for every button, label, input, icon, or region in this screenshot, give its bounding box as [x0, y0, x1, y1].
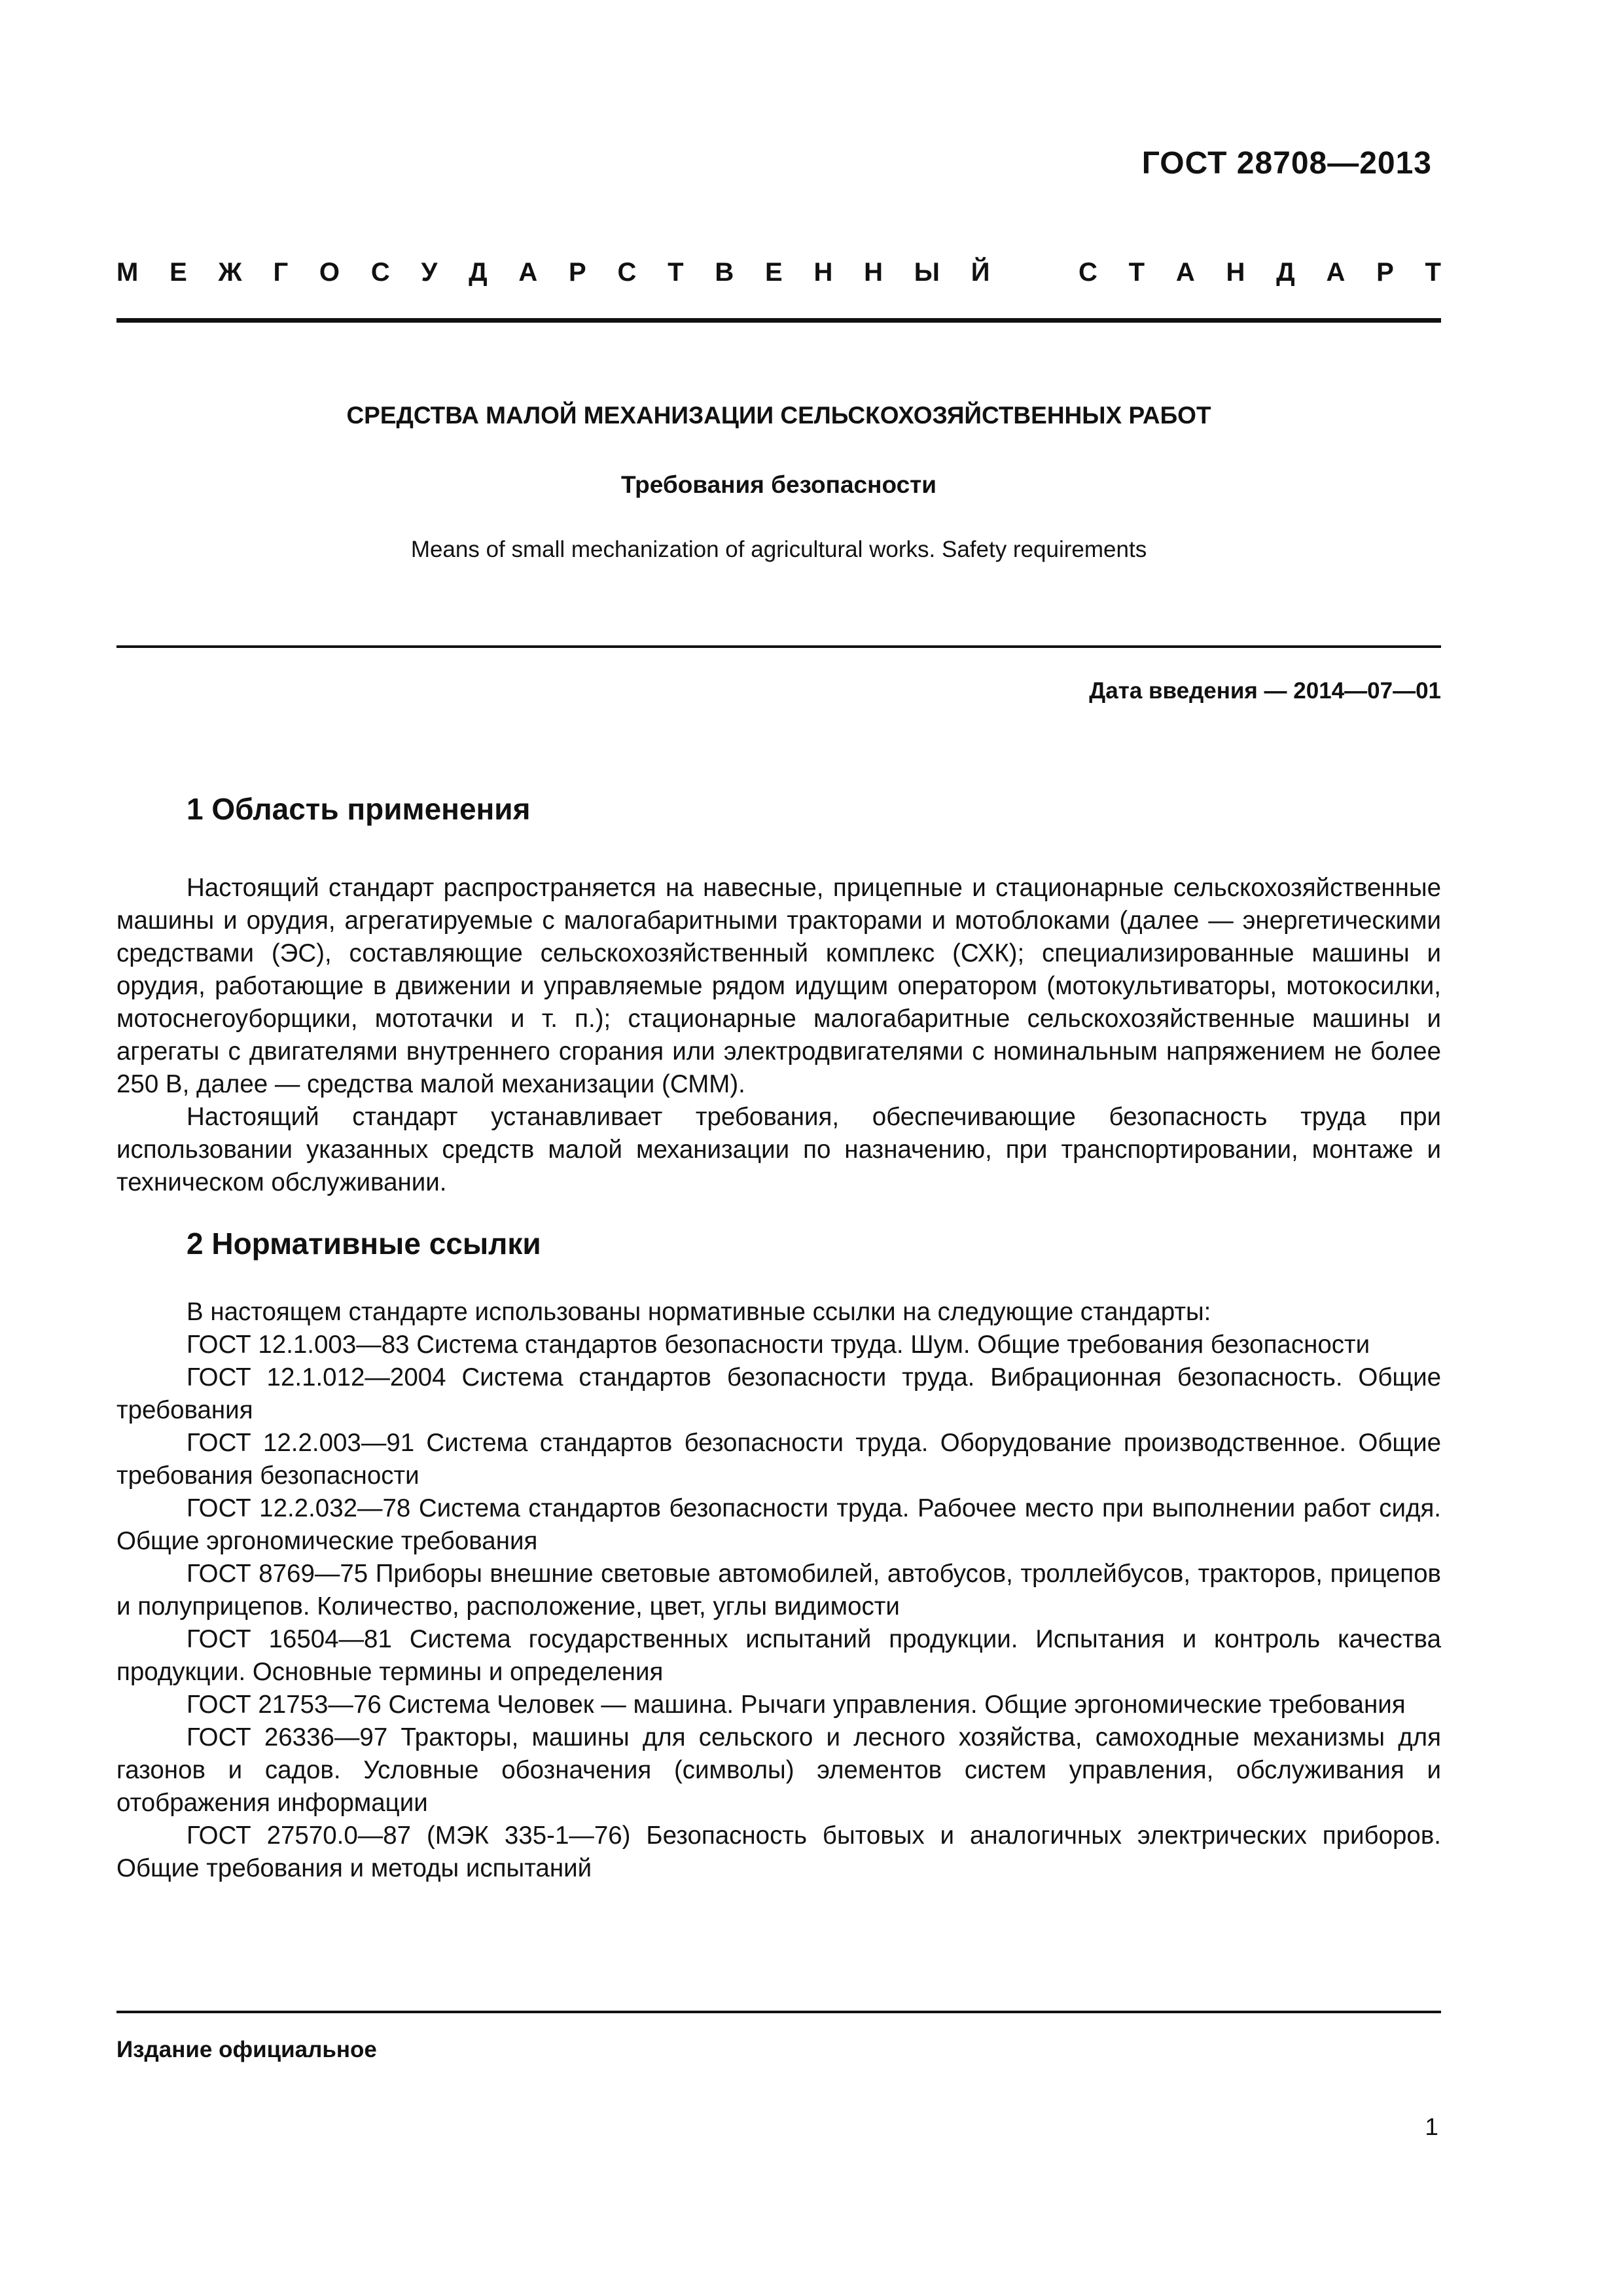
- reference-item: ГОСТ 27570.0—87 (МЭК 335-1—76) Безопасность бытовых и аналогичных электрических приборов. Общие требования и методы испытаний: [116, 1821, 1441, 1882]
- banner-letter: Р: [1376, 258, 1394, 287]
- footer-rule: [116, 2011, 1441, 2013]
- banner-letter: Ж: [218, 258, 242, 287]
- reference-item: ГОСТ 12.2.032—78 Система стандартов безопасности труда. Рабочее место при выполнении работ сидя. Общие эргономические требования: [116, 1494, 1441, 1555]
- banner-letter: Д: [469, 258, 488, 287]
- standard-type-banner: [116, 257, 1441, 288]
- title-rule: [116, 645, 1441, 648]
- english-title: Means of small mechanization of agricultural works. Safety requirements: [410, 537, 1147, 562]
- reference-item: ГОСТ 16504—81 Система государственных испытаний продукции. Испытания и контроль качества продукции. Основные термины и определения: [116, 1625, 1441, 1686]
- banner-letter: Е: [169, 258, 187, 287]
- header-rule: [116, 318, 1441, 323]
- banner-letter: С: [370, 258, 390, 287]
- banner-letter: У: [421, 258, 438, 287]
- reference-item: ГОСТ 21753—76 Система Человек — машина. Рычаги управления. Общие эргономические требования: [187, 1691, 1406, 1719]
- references-intro: В настоящем стандарте использованы нормативные ссылки на следующие стандарты:: [187, 1298, 1211, 1326]
- banner-letter: Р: [569, 258, 586, 287]
- banner-letter: А: [1175, 258, 1195, 287]
- document-body: [116, 789, 1441, 1885]
- banner-letter: А: [518, 258, 538, 287]
- introduction-date: Дата введения — 2014—07—01: [1089, 678, 1441, 704]
- document-title: СРЕДСТВА МАЛОЙ МЕХАНИЗАЦИИ СЕЛЬСКОХОЗЯЙСТВЕННЫХ РАБОТ: [346, 402, 1211, 429]
- banner-letter: А: [1326, 258, 1346, 287]
- reference-item: ГОСТ 8769—75 Приборы внешние световые автомобилей, автобусов, троллейбусов, тракторов, прицепов и полуприцепов. Количество, расположение, цвет, углы видимости: [116, 1560, 1441, 1621]
- document-subtitle: Требования безопасности: [620, 471, 937, 498]
- banner-word-gap: [1021, 257, 1047, 288]
- banner-letter: Т: [1128, 258, 1145, 287]
- reference-item: ГОСТ 12.1.003—83 Система стандартов безопасности труда. Шум. Общие требования безопасности: [187, 1331, 1370, 1359]
- scope-paragraph: Настоящий стандарт устанавливает требования, обеспечивающие безопасность труда при использовании указанных средств малой механизации по назначению, при транспортировании, монтаже и техническом обслуживании.: [116, 1103, 1441, 1196]
- banner-letter: Н: [813, 258, 833, 287]
- banner-letter: В: [715, 258, 734, 287]
- scope-paragraph: Настоящий стандарт распространяется на навесные, прицепные и стационарные сельскохозяйственные машины и орудия, агрегатируемые с малогабаритными тракторами и мотоблоками (далее — энергетическими средствами (ЭС), составляющие сельскохозяйственный комплекс (СХК); специализированные машины и орудия, работающие в движении и управляемые рядом идущим оператором (мотокультиваторы, мотокосилки, мотоснегоуборщики, мототачки и т. п.); стационарные малогабаритные сельскохозяйственные машины и агрегаты с двигателями внутреннего сгорания или электродвигателями с номинальным напряжением не более 250 В, далее — средства малой механизации (СММ).: [116, 874, 1441, 1098]
- banner-letter: Т: [1425, 258, 1441, 287]
- banner-letter: Н: [864, 258, 883, 287]
- section-2-heading: 2 Нормативные ссылки: [187, 1227, 541, 1261]
- banner-letter: Н: [1226, 258, 1245, 287]
- banner-letter: М: [116, 258, 139, 287]
- banner-letter: О: [319, 258, 340, 287]
- reference-item: ГОСТ 12.2.003—91 Система стандартов безопасности труда. Оборудование производственное. Общие требования безопасности: [116, 1429, 1441, 1490]
- banner-letter: Д: [1276, 258, 1295, 287]
- banner-letter: Ы: [914, 258, 940, 287]
- section-1-heading: 1 Область применения: [187, 792, 531, 826]
- banner-letter: Й: [971, 258, 990, 287]
- official-edition-label: Издание официальное: [116, 2037, 377, 2062]
- banner-letter: Т: [668, 258, 684, 287]
- banner-letter: Г: [273, 258, 289, 287]
- page-number: 1: [1425, 2113, 1438, 2140]
- reference-item: ГОСТ 26336—97 Тракторы, машины для сельского и лесного хозяйства, самоходные механизмы для газонов и садов. Условные обозначения (символы) элементов систем управления, обслуживания и отображения информации: [116, 1723, 1441, 1817]
- reference-item: ГОСТ 12.1.012—2004 Система стандартов безопасности труда. Вибрационная безопасность. Общие требования: [116, 1363, 1441, 1424]
- banner-letter: С: [1079, 258, 1097, 287]
- banner-letter: Е: [765, 258, 783, 287]
- document-id: ГОСТ 28708—2013: [1141, 146, 1432, 181]
- banner-letter: С: [617, 258, 637, 287]
